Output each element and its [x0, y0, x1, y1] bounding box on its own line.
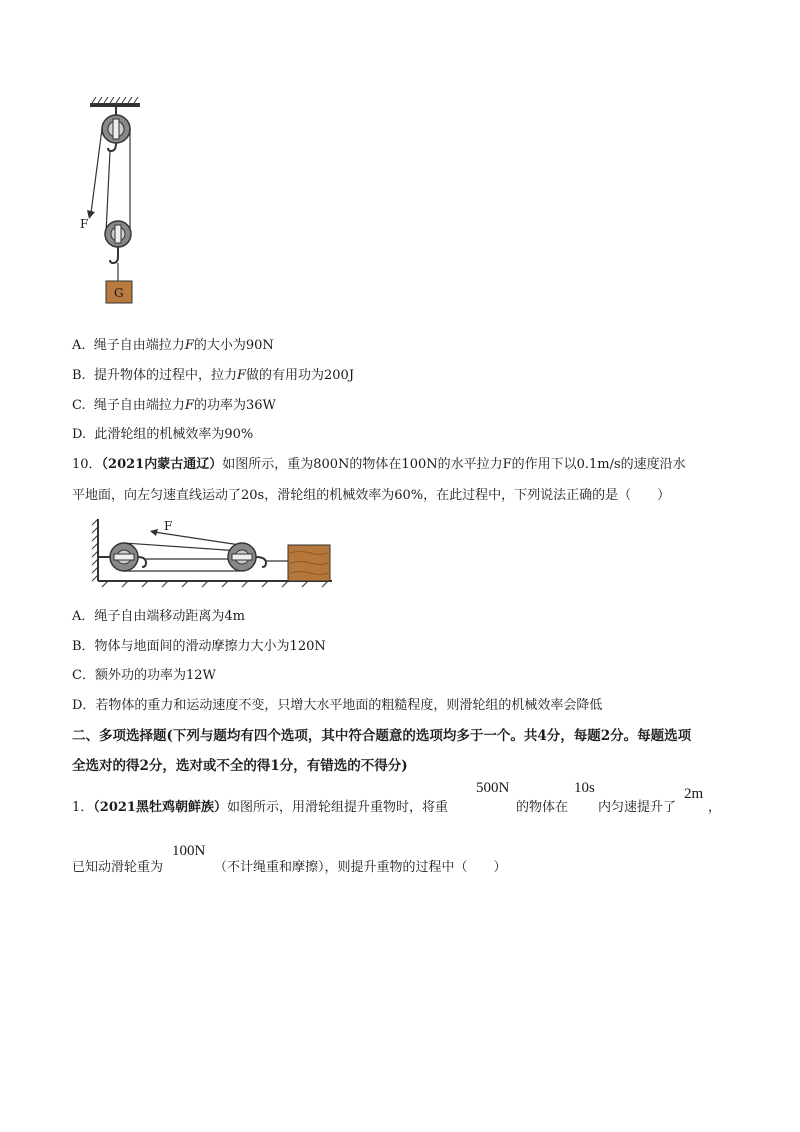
option-text: 此滑轮组的机械效率为: [94, 427, 225, 442]
question-stem: 如图所示，重为800N的物体在100N的水平拉力F的作用下以0.1m/s的速度沿水: [222, 457, 686, 472]
option-value: 200J: [324, 368, 355, 383]
option-text: 的大小为: [193, 338, 246, 353]
option-text: 提升物体的过程中，拉力: [93, 368, 237, 383]
q1-text-4: ，: [708, 800, 722, 815]
q1-text-2: 的物体在: [516, 800, 569, 815]
question-text: 如图所示，用滑轮组提升重物时，将重: [226, 800, 448, 815]
option-letter: B.: [72, 368, 86, 383]
math-100n: 100N: [172, 843, 206, 859]
math-2m: 2m: [684, 786, 704, 802]
question-number: 1．: [72, 800, 94, 815]
option-var: F: [184, 398, 194, 413]
weight-label-g: G: [114, 286, 124, 300]
q1-text-5: 已知动滑轮重为: [72, 860, 164, 875]
q1-number: [72, 799, 448, 817]
option-letter: D.: [72, 427, 87, 442]
option-value: 90N: [245, 338, 274, 353]
section-heading-line1: 二、多项选择题(下列与题均有四个选项，其中符合题意的选项均多于一个。共4分，每题2分。每题选项: [72, 728, 692, 744]
q10-stem-line1: [72, 456, 686, 474]
math-500n: 500N: [476, 780, 510, 796]
q10-option-c[interactable]: C．额外功的功率为12W: [72, 668, 216, 683]
math-10s: 10s: [574, 780, 595, 796]
q10-stem-line2: 平地面，向左匀速直线运动了20s，滑轮组的机械效率为60%，在此过程中，下列说法正确的是（ ）: [72, 488, 671, 503]
option-letter: A.: [72, 338, 86, 353]
option-letter: C.: [72, 398, 86, 413]
q9-option-b[interactable]: [72, 367, 354, 385]
force-label-f2: F: [164, 519, 173, 533]
question-source: （2021内蒙古通辽）: [101, 457, 223, 472]
option-text: 绳子自由端拉力: [93, 398, 185, 413]
option-value: 36W: [245, 398, 276, 413]
pulley-diagram-horizontal: [92, 515, 337, 590]
force-label-f: F: [80, 217, 89, 231]
question-number: 10．: [72, 457, 102, 472]
q9-option-d[interactable]: [72, 426, 253, 444]
q10-option-b[interactable]: B．物体与地面间的滑动摩擦力大小为120N: [72, 639, 326, 654]
question-source: （2021黑牡鸡朝鲜族）: [93, 800, 227, 815]
option-text: 绳子自由端拉力: [93, 338, 185, 353]
section-heading-line2: 全选对的得2分，选对或不全的得1分，有错选的不得分): [72, 758, 408, 774]
q9-option-a[interactable]: [72, 337, 274, 355]
option-var: F: [236, 368, 246, 383]
option-text: 做的有用功为: [246, 368, 325, 383]
q10-option-d[interactable]: D．若物体的重力和运动速度不变，只增大水平地面的粗糙程度，则滑轮组的机械效率会降低: [72, 698, 603, 713]
option-text: 的功率为: [193, 398, 246, 413]
q1-text-3: 内匀速提升了: [598, 800, 677, 815]
q10-option-a[interactable]: A．绳子自由端移动距离为4m: [72, 609, 245, 624]
option-var: F: [184, 338, 194, 353]
option-value: 90%: [224, 427, 254, 442]
pulley-diagram-vertical: [70, 95, 160, 310]
q9-option-c[interactable]: [72, 397, 276, 415]
q1-text-6: （不计绳重和摩擦），则提升重物的过程中（ ）: [214, 860, 507, 875]
